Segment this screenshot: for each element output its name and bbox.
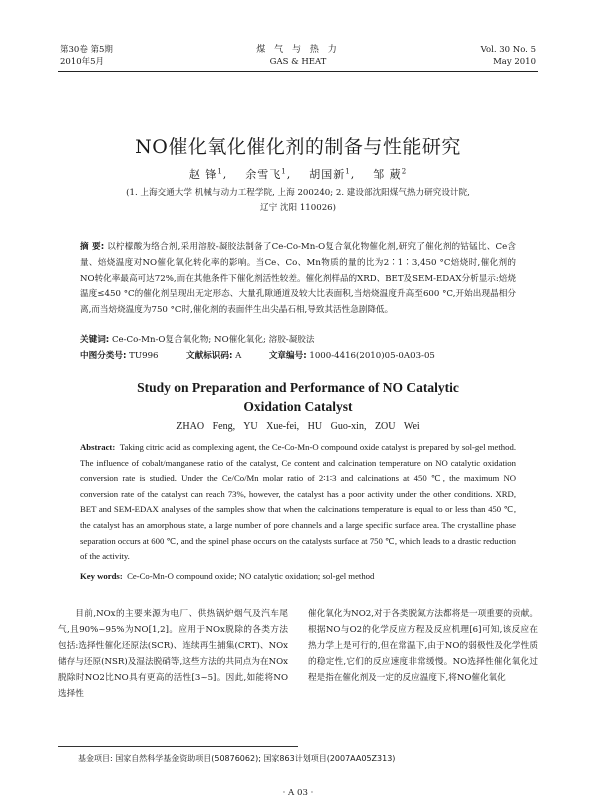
funding-footnote: 基金项目: 国家自然科学基金资助项目(50876062); 国家863计划项目(2007AA05Z313) (78, 754, 396, 763)
abstract-label-cn: 摘 要: (80, 242, 105, 252)
author-affiliation-mark: 1 (345, 167, 351, 176)
journal-name-en: GAS & HEAT (269, 57, 327, 67)
issue-date-en: May 2010 (493, 57, 536, 67)
keywords-text-cn: Ce-Co-Mn-O复合氧化物; NO催化氧化; 溶胶-凝胶法 (111, 335, 315, 345)
keywords-en (80, 571, 516, 581)
abstract-en (80, 440, 516, 565)
article-number-label: 文章编号: (268, 351, 307, 361)
classification-line (80, 349, 516, 364)
footnote-rule (58, 746, 298, 747)
abstract-cn (80, 240, 516, 319)
body-column-left: 目前,NOx的主要来源为电厂、供热锅炉烟气及汽车尾气,且90%~95%为NO[1,2]。应用于NOx脱除的各类方法包括:选择性催化还原法(SCR)、连续再生捕集(CRT)、NOx储存与还原(NSR)及湿法脱硝等,这些方法的共同点为在NOx脱除时NO2比NO具有更高的活性[3~5]。因此,如能将NO选择性 (58, 609, 288, 699)
author-name: 余雪飞 (245, 168, 282, 181)
header-rule (58, 71, 538, 72)
title-en-line: Study on Preparation and Performance of NO Catalytic (137, 380, 459, 395)
journal-volume-info-en (481, 44, 536, 68)
volume-issue-en: Vol. 30 No. 5 (480, 45, 536, 55)
issue-date: 2010年5月 (60, 57, 105, 67)
body-column-right: 催化氧化为NO2,对于各类脱氮方法都将是一项重要的贡献。根据NO与O2的化学反应方程及反应机理[6]可知,该反应在热力学上是可行的,但在常温下,由于NO的弱极性及化学性质的稳定性,它们的反应速度非常缓慢。NO选择性催化氧化过程是指在催化剂及一定的反应温度下,将NO催化氧化 (308, 609, 538, 683)
journal-name-cn: 煤 气 与 热 力 (256, 45, 340, 55)
author-name: 邹 葳 (373, 168, 402, 181)
article-number-value: 1000-4416(2010)05-0A03-05 (309, 351, 435, 361)
title-en-line: Oxidation Catalyst (243, 399, 353, 414)
authors-en: ZHAO Feng, YU Xue-fei, HU Guo-xin, ZOU Wei (176, 421, 420, 432)
doc-code-value: A (235, 351, 242, 361)
abstract-text-cn: 以柠檬酸为络合剂,采用溶胶-凝胶法制备了Ce-Co-Mn-O复合氧化物催化剂,研究了催化剂的钴锰比、Ce含量、焙烧温度对NO催化氧化转化率的影响。当Ce、Co、Mn物质的量的比为2∶1∶3,450 °C焙烧时,催化剂的NO转化率最高可达72%,而在其他条件下催化剂活性较差。催化剂样品的XRD、BET及SEM-EDAX分析显示:焙烧温度≤450 °C的催化剂呈现出无定形态、大量孔隙通道及较大比表面积,当焙烧温度升高至600 °C,开始出现晶相分离,而当焙烧温度为750 °C时,催化剂的表面伴生出尖晶石相,导致其活性急剧降低。 (80, 242, 517, 316)
author-name: 赵 锋 (188, 168, 218, 181)
clc-label: 中图分类号: (80, 351, 127, 361)
paper-title-cn: NO催化氧化催化剂的制备与性能研究 (135, 136, 461, 158)
author-affiliation-mark: 1 (281, 167, 287, 176)
page-number: · A 03 · (282, 788, 314, 798)
keywords-label-en: Key words: (80, 571, 123, 581)
paper-title-en (60, 378, 536, 416)
keywords-text-en: Ce-Co-Mn-O compound oxide; NO catalytic oxidation; sol-gel method (127, 571, 375, 581)
author-affiliation-mark: 2 (401, 167, 408, 176)
clc-value: TU996 (129, 351, 159, 361)
author-name: 胡国新 (309, 168, 346, 181)
affiliation-line: 辽宁 沈阳 110026) (260, 203, 336, 213)
affiliation-line: (1. 上海交通大学 机械与动力工程学院, 上海 200240; 2. 建设部沈阳煤气热力研究设计院, (126, 188, 470, 198)
keywords-cn (80, 333, 516, 348)
volume-issue: 第30卷 第5期 (60, 45, 113, 55)
doc-code-label: 文献标识码: (186, 351, 233, 361)
author-affiliation-mark: 1 (217, 167, 223, 176)
affiliation-cn (100, 186, 496, 216)
abstract-label-en: Abstract: (80, 442, 116, 452)
authors-cn: 赵 锋$^1$, 余雪飞$^1$, 胡国新$^1$, 邹 葳$^2$ (188, 167, 408, 181)
abstract-text-en: Taking citric acid as complexing agent, the Ce-Co-Mn-O compound oxide catalyst is prepared by sol-gel method. The influence of cobalt/manganese ratio of the catalyst, Ce content and calcination temperature on NO catalytic oxidation conversion rate is studied. Under the Ce/Co/Mn molar ratio of 2∶1∶3 and calcinations at 450 ℃, the maximum NO conversion rate of the catalyst can reach 73%, however, the catalyst has a poor activity under the other conditions. XRD, BET and SEM-EDAX analyses of the samples show that when the calcinations temperature is equal to or less than 450 ℃, the catalyst has an amorphous state, a large number of pore channels and a large specific surface area. The crystalline phase separation occurs at 600 ℃, and the spinel phase occurs on the catalysts surface at 750 ℃, which leads to a drastic reduction of the activity. (80, 442, 517, 562)
keywords-label-cn: 关键词: (80, 335, 110, 345)
